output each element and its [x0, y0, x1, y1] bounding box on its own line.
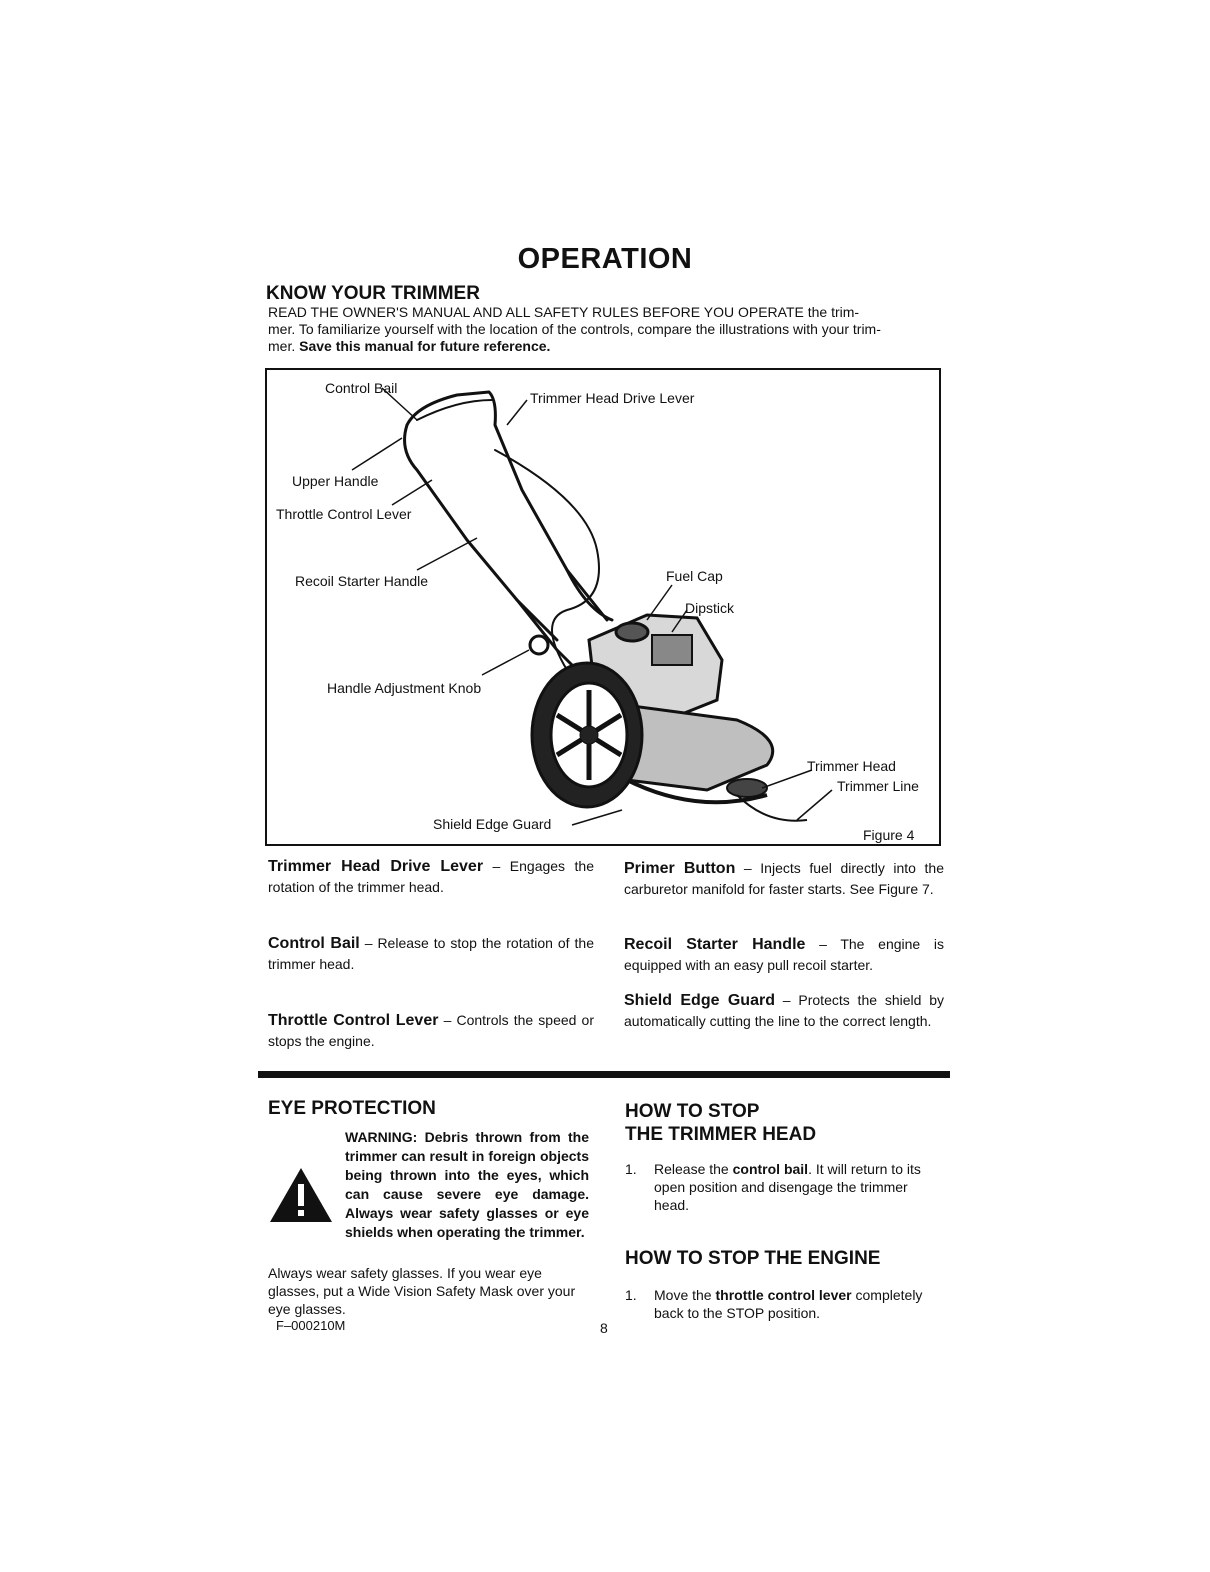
label-handle-adjustment-knob: Handle Adjustment Knob [327, 680, 482, 696]
stop-engine-step [625, 1286, 944, 1322]
desc-term: Control Bail [268, 935, 360, 952]
page-title: OPERATION [517, 243, 693, 275]
intro-text: mer. [268, 338, 300, 354]
engine-grill [652, 635, 692, 665]
figure-4 [265, 368, 941, 846]
trimmer-head-shape [727, 779, 767, 797]
intro-paragraph [268, 304, 948, 355]
intro-line: READ THE OWNER'S MANUAL AND ALL SAFETY RULES BEFORE YOU OPERATE the trim- [268, 304, 860, 320]
desc-throttle [268, 1010, 594, 1052]
figure-caption: Figure 4 [863, 827, 915, 843]
desc-term: Trimmer Head Drive Lever [268, 858, 484, 875]
desc-term: Shield Edge Guard [624, 992, 775, 1009]
eye-protection-heading: EYE PROTECTION [268, 1098, 436, 1119]
leader-trimmer-head [762, 770, 812, 788]
know-your-trimmer-heading: KNOW YOUR TRIMMER [266, 283, 480, 304]
desc-term: Recoil Starter Handle [624, 936, 806, 953]
label-control-bail: Control Bail [325, 380, 398, 396]
leader-knob [482, 650, 529, 675]
desc-term: Primer Button [624, 860, 736, 877]
step-text: . It will return to its open position and disengage the trimmer head. [654, 1161, 921, 1213]
step-number: 1. [625, 1287, 637, 1303]
label-recoil-starter-handle: Recoil Starter Handle [295, 573, 429, 589]
desc-term: Throttle Control Lever [268, 1012, 439, 1029]
leader-drive-lever [507, 400, 527, 425]
handle-adjustment-knob-shape [530, 636, 548, 654]
step-number: 1. [625, 1161, 637, 1177]
label-trimmer-head-drive-lever: Trimmer Head Drive Lever [530, 390, 695, 406]
leader-upper-handle [352, 438, 402, 470]
handle-right-rail [405, 425, 557, 640]
desc-primer [624, 858, 944, 900]
desc-recoil [624, 934, 944, 976]
leader-throttle [392, 480, 432, 505]
step-bold-text: control bail [732, 1161, 809, 1177]
label-trimmer-line: Trimmer Line [837, 778, 919, 794]
desc-text: – Injects fuel directly into the carburetor manifold for faster starts. See Figure 7. [624, 860, 944, 897]
intro-line: mer. To familiarize yourself with the location of the controls, compare the illustrations with your trim- [268, 321, 881, 337]
stop-trimmer-head-heading [625, 1100, 816, 1146]
warning-triangle-icon [268, 1166, 334, 1224]
desc-drive-lever [268, 856, 594, 898]
desc-text: – The engine is equipped with an easy pull recoil starter. [624, 936, 945, 973]
leader-shield-guard [572, 810, 622, 825]
intro-line [268, 338, 948, 355]
heading-line: HOW TO STOP [625, 1101, 760, 1122]
step-text: Move the [654, 1287, 716, 1303]
label-fuel-cap: Fuel Cap [666, 568, 723, 584]
label-throttle-control-lever: Throttle Control Lever [276, 506, 412, 522]
page-number: 8 [600, 1320, 608, 1336]
control-bail-bar [417, 400, 492, 420]
leader-recoil [417, 538, 477, 570]
label-shield-edge-guard: Shield Edge Guard [433, 816, 552, 832]
heading-line: THE TRIMMER HEAD [625, 1124, 817, 1145]
label-upper-handle: Upper Handle [292, 473, 379, 489]
fuel-cap-shape [616, 623, 648, 641]
stop-head-step [625, 1160, 944, 1214]
eye-warning-text: WARNING: Debris thrown from the trimmer can result in foreign objects being thrown into the eyes, which can cause severe eye damage. Always wear safety glasses or eye shields when operating the trimmer. [345, 1129, 589, 1240]
desc-text: – Release to stop the rotation of the trimmer head. [268, 935, 594, 972]
step-text: Release the [654, 1161, 733, 1177]
stop-engine-heading: HOW TO STOP THE ENGINE [625, 1248, 881, 1269]
wheel-hub [580, 726, 598, 744]
label-dipstick: Dipstick [685, 600, 735, 616]
desc-text: – Engages the rotation of the trimmer head. [268, 858, 594, 895]
intro-bold-text: Save this manual for future reference. [299, 338, 551, 354]
leader-trimmer-line [797, 790, 832, 820]
desc-control-bail [268, 933, 594, 975]
desc-text: – Controls the speed or stops the engine. [268, 1012, 595, 1049]
step-text: completely back to the STOP position. [654, 1287, 923, 1321]
desc-text: – Protects the shield by automatically cutting the line to the correct length. [624, 992, 944, 1029]
section-divider [258, 1071, 950, 1078]
label-trimmer-head: Trimmer Head [807, 758, 896, 774]
step-bold-text: throttle control lever [715, 1287, 852, 1303]
eye-protection-body: Always wear safety glasses. If you wear eye glasses, put a Wide Vision Safety Mask over your eye glasses. [268, 1265, 576, 1317]
desc-shield [624, 990, 944, 1032]
document-code: F–000210M [276, 1318, 346, 1333]
